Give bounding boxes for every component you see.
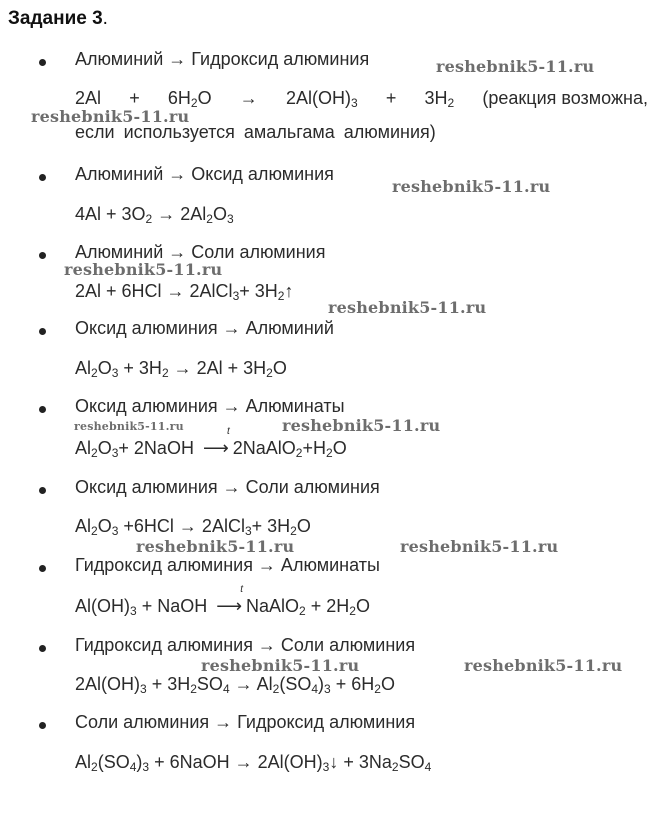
bullet-icon <box>39 645 46 652</box>
watermark: reshebnik5-11.ru <box>31 107 190 126</box>
watermark: reshebnik5-11.ru <box>328 298 487 317</box>
watermark: reshebnik5-11.ru <box>282 416 441 435</box>
equation-note: если используется амальгама алюминия) <box>75 122 436 142</box>
item-heading: Соли алюминия → Гидроксид алюминия <box>75 712 416 732</box>
watermark: reshebnik5-11.ru <box>392 177 551 196</box>
equation: 2Al + 6HCl → 2AlCl$_3$+ $3H_2↑$ <box>75 281 294 303</box>
equation: $Al_2O_3 +6HCl$ → 2AlCl$_3$+ $3H_2O$ <box>75 516 311 538</box>
equation: $2Al(OH)_3 + 3H_2SO_4 \to Al_2(SO_4)_3 + 6H_2O$ <box>75 674 395 696</box>
watermark: reshebnik5-11.ru <box>436 57 595 76</box>
item-heading: Оксид алюминия → Соли алюминия <box>75 477 380 497</box>
bullet-icon <box>39 59 46 66</box>
bullet-icon <box>39 565 46 572</box>
equation: $Al_2O_3+$ 2NaOH t ⟶ $2NaAlO_2+H_2O$ <box>75 426 347 460</box>
item-heading: Алюминий → Гидроксид алюминия <box>75 49 370 69</box>
watermark: reshebnik5-11.ru <box>74 420 184 433</box>
item-heading: Гидроксид алюминия → Соли алюминия <box>75 635 416 655</box>
item-heading: Гидроксид алюминия → Алюминаты <box>75 555 380 575</box>
watermark: reshebnik5-11.ru <box>400 537 559 556</box>
heat-arrow: t ⟶ <box>216 584 243 616</box>
watermark: reshebnik5-11.ru <box>136 537 295 556</box>
bullet-icon <box>39 487 46 494</box>
item-heading: Оксид алюминия → Алюминаты <box>75 396 345 416</box>
bullet-icon <box>39 722 46 729</box>
heat-arrow: t ⟶ <box>202 426 230 458</box>
item-heading: Алюминий → Соли алюминия <box>75 242 326 262</box>
item-heading: Алюминий → Оксид алюминия <box>75 164 334 184</box>
task-title: Задание 3. <box>8 8 108 29</box>
equation-note: (реакция возможна, <box>482 88 648 108</box>
bullet-icon <box>39 406 46 413</box>
watermark: reshebnik5-11.ru <box>201 656 360 675</box>
bullet-icon <box>39 328 46 335</box>
item-heading: Оксид алюминия → Алюминий <box>75 318 334 338</box>
watermark: reshebnik5-11.ru <box>64 260 223 279</box>
equation: $Al(OH)_3$ + NaOH t ⟶ NaAlO$_2$ + $2H_2O$ <box>75 584 370 618</box>
equation: $Al_2(SO_4)_3$ + 6NaOH → $2Al(OH)_3↓ + 3Na_2SO_4$ <box>75 752 432 774</box>
equation: 2Al + $6H_2O$ → $2Al(OH)_3$ + $3H_2$ (реакция возможна, <box>75 88 648 110</box>
equation: $Al_2O_3 + 3H_2 \to 2Al + 3H_2O$ <box>75 358 287 380</box>
bullet-icon <box>39 252 46 259</box>
equation: $4Al + 3O_2 \to 2Al_2O_3$ <box>75 204 234 226</box>
bullet-icon <box>39 174 46 181</box>
watermark: reshebnik5-11.ru <box>464 656 623 675</box>
